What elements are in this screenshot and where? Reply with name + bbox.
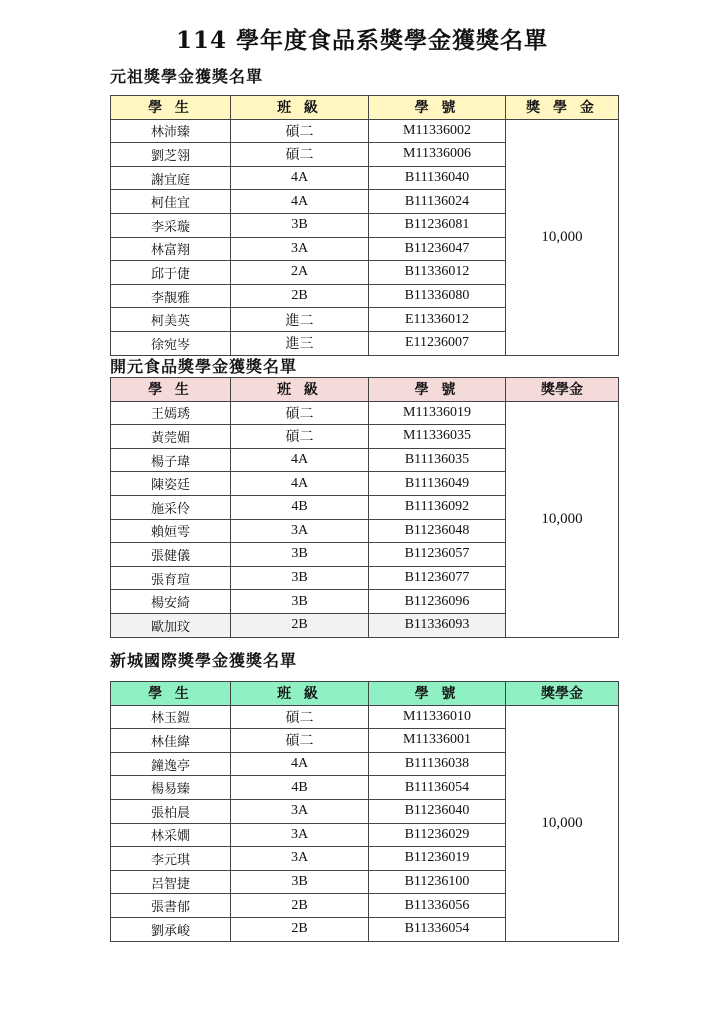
student-name-cell: 陳姿廷 [111, 472, 231, 496]
table-header-row [111, 96, 619, 120]
class-cell: 2B [231, 284, 369, 308]
header-amount: 獎學金 [506, 682, 619, 706]
page-title: 114 學年度食品系獎學金獲獎名單 [175, 27, 549, 54]
class-cell: 3B [231, 543, 369, 567]
section-title-kaiyuan: 開元食品獎學金獲獎名單 [110, 357, 298, 376]
student-id-cell: B11136038 [369, 752, 506, 776]
table-header-row [111, 682, 619, 706]
student-id-cell: B11136092 [369, 495, 506, 519]
student-name-cell: 張書郁 [111, 894, 231, 918]
student-name-cell: 柯美英 [111, 308, 231, 332]
header-name: 學 生 [111, 378, 231, 402]
student-id-cell: B11136024 [369, 190, 506, 214]
student-name-cell: 林玉鎧 [111, 705, 231, 729]
class-cell: 4B [231, 495, 369, 519]
student-name-cell: 楊易臻 [111, 776, 231, 800]
class-cell: 2B [231, 613, 369, 637]
student-name-cell: 林沛臻 [111, 119, 231, 143]
student-name-cell: 柯佳宜 [111, 190, 231, 214]
student-id-cell: B11236057 [369, 543, 506, 567]
header-class: 班 級 [231, 682, 369, 706]
student-name-cell: 張柏晨 [111, 799, 231, 823]
class-cell: 2B [231, 917, 369, 941]
student-name-cell: 李元琪 [111, 847, 231, 871]
student-id-cell: B11336054 [369, 917, 506, 941]
student-name-cell: 林采嫺 [111, 823, 231, 847]
amount-cell: 10,000 [506, 119, 619, 355]
student-id-cell: B11236040 [369, 799, 506, 823]
student-id-cell: B11236100 [369, 870, 506, 894]
amount-cell: 10,000 [506, 705, 619, 941]
student-name-cell: 黃莞媚 [111, 425, 231, 449]
student-name-cell: 施采伶 [111, 495, 231, 519]
header-id: 學 號 [369, 682, 506, 706]
header-class: 班 級 [231, 378, 369, 402]
student-name-cell: 楊子瑋 [111, 448, 231, 472]
table-header-row [111, 378, 619, 402]
class-cell: 3B [231, 870, 369, 894]
student-name-cell: 劉承峻 [111, 917, 231, 941]
student-id-cell: M11336006 [369, 143, 506, 167]
class-cell: 碩二 [231, 143, 369, 167]
student-name-cell: 林富翔 [111, 237, 231, 261]
header-amount: 獎學金 [506, 378, 619, 402]
student-name-cell: 王嫣琇 [111, 401, 231, 425]
class-cell: 2A [231, 261, 369, 285]
class-cell: 進二 [231, 308, 369, 332]
header-name: 學 生 [111, 682, 231, 706]
student-name-cell: 徐宛岑 [111, 331, 231, 355]
class-cell: 3A [231, 237, 369, 261]
header-id: 學 號 [369, 378, 506, 402]
amount-cell: 10,000 [506, 401, 619, 637]
class-cell: 碩二 [231, 401, 369, 425]
student-name-cell: 邱于倢 [111, 261, 231, 285]
table-row [111, 705, 619, 729]
student-name-cell: 劉芝翎 [111, 143, 231, 167]
student-name-cell: 李采璇 [111, 213, 231, 237]
table-row [111, 401, 619, 425]
award-table-kaiyuan [110, 377, 619, 638]
student-id-cell: B11236029 [369, 823, 506, 847]
class-cell: 4A [231, 190, 369, 214]
class-cell: 4B [231, 776, 369, 800]
student-name-cell: 謝宜庭 [111, 166, 231, 190]
class-cell: 4A [231, 472, 369, 496]
student-id-cell: M11336035 [369, 425, 506, 449]
student-id-cell: B11236048 [369, 519, 506, 543]
class-cell: 4A [231, 752, 369, 776]
class-cell: 3A [231, 519, 369, 543]
student-id-cell: B11336012 [369, 261, 506, 285]
student-name-cell: 林佳緯 [111, 729, 231, 753]
section-title-xincheng: 新城國際獎學金獲獎名單 [110, 651, 298, 670]
student-name-cell: 張健儀 [111, 543, 231, 567]
award-table-yuanzu [110, 95, 619, 356]
class-cell: 3A [231, 799, 369, 823]
student-id-cell: B11136049 [369, 472, 506, 496]
class-cell: 3B [231, 590, 369, 614]
class-cell: 3B [231, 566, 369, 590]
student-id-cell: B11236047 [369, 237, 506, 261]
student-name-cell: 呂智捷 [111, 870, 231, 894]
class-cell: 3A [231, 847, 369, 871]
header-amount: 獎 學 金 [506, 96, 619, 120]
student-id-cell: B11236081 [369, 213, 506, 237]
table-row [111, 119, 619, 143]
class-cell: 2B [231, 894, 369, 918]
student-id-cell: B11336093 [369, 613, 506, 637]
student-id-cell: E11336012 [369, 308, 506, 332]
student-id-cell: M11336002 [369, 119, 506, 143]
student-name-cell: 楊安綺 [111, 590, 231, 614]
header-class: 班 級 [231, 96, 369, 120]
student-name-cell: 張育瑄 [111, 566, 231, 590]
student-id-cell: M11336019 [369, 401, 506, 425]
class-cell: 4A [231, 166, 369, 190]
award-table-xincheng [110, 681, 619, 942]
student-id-cell: M11336010 [369, 705, 506, 729]
student-id-cell: E11236007 [369, 331, 506, 355]
student-name-cell: 賴姮雩 [111, 519, 231, 543]
student-id-cell: B11236019 [369, 847, 506, 871]
header-id: 學 號 [369, 96, 506, 120]
class-cell: 進三 [231, 331, 369, 355]
student-id-cell: B11136035 [369, 448, 506, 472]
class-cell: 碩二 [231, 119, 369, 143]
student-id-cell: B11236096 [369, 590, 506, 614]
class-cell: 3B [231, 213, 369, 237]
student-id-cell: B11336056 [369, 894, 506, 918]
student-name-cell: 李靚雅 [111, 284, 231, 308]
student-id-cell: B11136040 [369, 166, 506, 190]
student-name-cell: 歐加玟 [111, 613, 231, 637]
class-cell: 4A [231, 448, 369, 472]
student-id-cell: B11136054 [369, 776, 506, 800]
class-cell: 碩二 [231, 705, 369, 729]
section-title-yuanzu: 元祖獎學金獲獎名單 [110, 67, 264, 86]
class-cell: 碩二 [231, 425, 369, 449]
student-id-cell: B11236077 [369, 566, 506, 590]
student-id-cell: B11336080 [369, 284, 506, 308]
student-id-cell: M11336001 [369, 729, 506, 753]
class-cell: 碩二 [231, 729, 369, 753]
class-cell: 3A [231, 823, 369, 847]
student-name-cell: 鐘逸亭 [111, 752, 231, 776]
header-name: 學 生 [111, 96, 231, 120]
